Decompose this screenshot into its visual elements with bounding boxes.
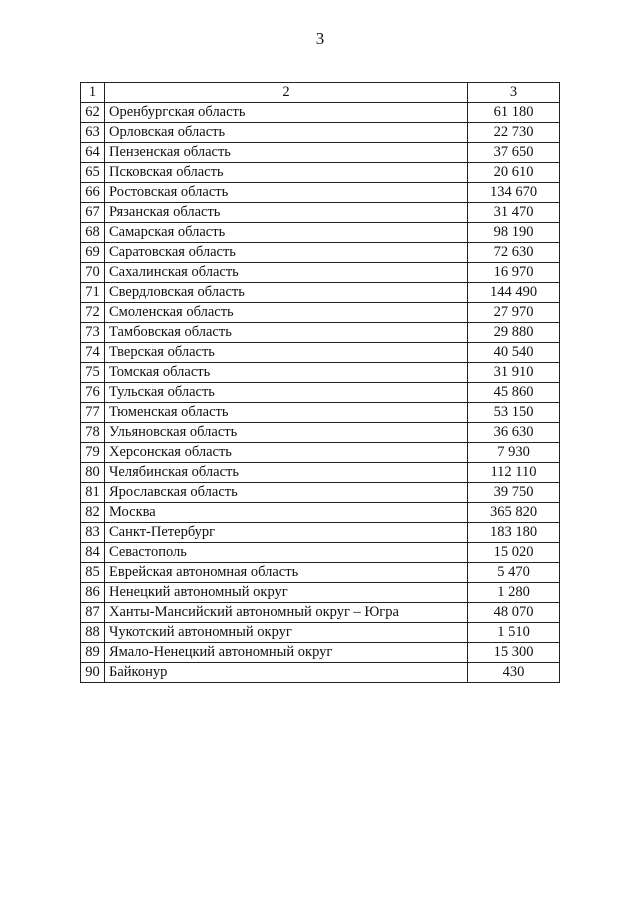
region-name: Свердловская область bbox=[105, 283, 468, 303]
region-name: Севастополь bbox=[105, 543, 468, 563]
region-name: Тамбовская область bbox=[105, 323, 468, 343]
region-name: Саратовская область bbox=[105, 243, 468, 263]
table-row bbox=[81, 303, 560, 323]
region-value: 40 540 bbox=[468, 343, 560, 363]
region-value: 31 470 bbox=[468, 203, 560, 223]
header-col-value: 3 bbox=[468, 83, 560, 103]
row-number: 82 bbox=[81, 503, 105, 523]
region-name: Оренбургская область bbox=[105, 103, 468, 123]
region-name: Самарская область bbox=[105, 223, 468, 243]
table-row bbox=[81, 383, 560, 403]
row-number: 85 bbox=[81, 563, 105, 583]
row-number: 89 bbox=[81, 643, 105, 663]
table-row bbox=[81, 323, 560, 343]
table-row bbox=[81, 503, 560, 523]
region-value: 7 930 bbox=[468, 443, 560, 463]
table-row bbox=[81, 403, 560, 423]
row-number: 64 bbox=[81, 143, 105, 163]
row-number: 67 bbox=[81, 203, 105, 223]
region-name: Херсонская область bbox=[105, 443, 468, 463]
header-col-region: 2 bbox=[105, 83, 468, 103]
table-row bbox=[81, 643, 560, 663]
region-value: 183 180 bbox=[468, 523, 560, 543]
region-value: 72 630 bbox=[468, 243, 560, 263]
row-number: 69 bbox=[81, 243, 105, 263]
table-header bbox=[81, 83, 560, 103]
region-name: Москва bbox=[105, 503, 468, 523]
row-number: 62 bbox=[81, 103, 105, 123]
row-number: 80 bbox=[81, 463, 105, 483]
table-row bbox=[81, 663, 560, 683]
table-row bbox=[81, 203, 560, 223]
regions-table bbox=[80, 82, 560, 683]
region-name: Челябинская область bbox=[105, 463, 468, 483]
region-value: 37 650 bbox=[468, 143, 560, 163]
region-value: 1 510 bbox=[468, 623, 560, 643]
region-value: 15 300 bbox=[468, 643, 560, 663]
region-name: Пензенская область bbox=[105, 143, 468, 163]
row-number: 76 bbox=[81, 383, 105, 403]
region-value: 29 880 bbox=[468, 323, 560, 343]
region-value: 61 180 bbox=[468, 103, 560, 123]
table-row bbox=[81, 483, 560, 503]
region-value: 27 970 bbox=[468, 303, 560, 323]
row-number: 86 bbox=[81, 583, 105, 603]
region-name: Санкт-Петербург bbox=[105, 523, 468, 543]
header-col-number: 1 bbox=[81, 83, 105, 103]
table-row bbox=[81, 443, 560, 463]
region-value: 15 020 bbox=[468, 543, 560, 563]
region-value: 48 070 bbox=[468, 603, 560, 623]
table-row bbox=[81, 223, 560, 243]
row-number: 65 bbox=[81, 163, 105, 183]
row-number: 90 bbox=[81, 663, 105, 683]
table-row bbox=[81, 523, 560, 543]
row-number: 75 bbox=[81, 363, 105, 383]
table-row bbox=[81, 163, 560, 183]
row-number: 66 bbox=[81, 183, 105, 203]
region-value: 365 820 bbox=[468, 503, 560, 523]
row-number: 88 bbox=[81, 623, 105, 643]
region-name: Ростовская область bbox=[105, 183, 468, 203]
region-name: Еврейская автономная область bbox=[105, 563, 468, 583]
region-name: Рязанская область bbox=[105, 203, 468, 223]
row-number: 81 bbox=[81, 483, 105, 503]
table-row bbox=[81, 363, 560, 383]
region-name: Псковская область bbox=[105, 163, 468, 183]
region-value: 31 910 bbox=[468, 363, 560, 383]
region-name: Ульяновская область bbox=[105, 423, 468, 443]
region-value: 20 610 bbox=[468, 163, 560, 183]
table-row bbox=[81, 343, 560, 363]
table-row bbox=[81, 283, 560, 303]
region-value: 1 280 bbox=[468, 583, 560, 603]
region-value: 134 670 bbox=[468, 183, 560, 203]
region-value: 16 970 bbox=[468, 263, 560, 283]
row-number: 63 bbox=[81, 123, 105, 143]
region-name: Ямало-Ненецкий автономный округ bbox=[105, 643, 468, 663]
region-name: Ненецкий автономный округ bbox=[105, 583, 468, 603]
row-number: 83 bbox=[81, 523, 105, 543]
table-row bbox=[81, 463, 560, 483]
row-number: 79 bbox=[81, 443, 105, 463]
table-row bbox=[81, 583, 560, 603]
table-row bbox=[81, 263, 560, 283]
row-number: 68 bbox=[81, 223, 105, 243]
region-name: Орловская область bbox=[105, 123, 468, 143]
row-number: 70 bbox=[81, 263, 105, 283]
table-row bbox=[81, 623, 560, 643]
region-name: Тюменская область bbox=[105, 403, 468, 423]
region-name: Сахалинская область bbox=[105, 263, 468, 283]
region-name: Чукотский автономный округ bbox=[105, 623, 468, 643]
table-row bbox=[81, 243, 560, 263]
region-value: 430 bbox=[468, 663, 560, 683]
region-value: 98 190 bbox=[468, 223, 560, 243]
region-value: 36 630 bbox=[468, 423, 560, 443]
table-body bbox=[81, 103, 560, 683]
region-name: Томская область bbox=[105, 363, 468, 383]
region-name: Тульская область bbox=[105, 383, 468, 403]
row-number: 77 bbox=[81, 403, 105, 423]
row-number: 71 bbox=[81, 283, 105, 303]
table-row bbox=[81, 603, 560, 623]
header-row bbox=[81, 83, 560, 103]
table-row bbox=[81, 563, 560, 583]
table-row bbox=[81, 143, 560, 163]
row-number: 72 bbox=[81, 303, 105, 323]
region-name: Байконур bbox=[105, 663, 468, 683]
region-value: 144 490 bbox=[468, 283, 560, 303]
region-value: 5 470 bbox=[468, 563, 560, 583]
region-value: 22 730 bbox=[468, 123, 560, 143]
region-value: 112 110 bbox=[468, 463, 560, 483]
table-row bbox=[81, 123, 560, 143]
table-row bbox=[81, 423, 560, 443]
row-number: 78 bbox=[81, 423, 105, 443]
row-number: 74 bbox=[81, 343, 105, 363]
region-name: Ярославская область bbox=[105, 483, 468, 503]
table-row bbox=[81, 103, 560, 123]
region-name: Смоленская область bbox=[105, 303, 468, 323]
region-value: 45 860 bbox=[468, 383, 560, 403]
table-row bbox=[81, 543, 560, 563]
row-number: 87 bbox=[81, 603, 105, 623]
region-value: 39 750 bbox=[468, 483, 560, 503]
region-name: Тверская область bbox=[105, 343, 468, 363]
table-row bbox=[81, 183, 560, 203]
page-number: 3 bbox=[315, 29, 325, 48]
region-value: 53 150 bbox=[468, 403, 560, 423]
region-name: Ханты-Мансийский автономный округ – Югра bbox=[105, 603, 468, 623]
row-number: 84 bbox=[81, 543, 105, 563]
row-number: 73 bbox=[81, 323, 105, 343]
